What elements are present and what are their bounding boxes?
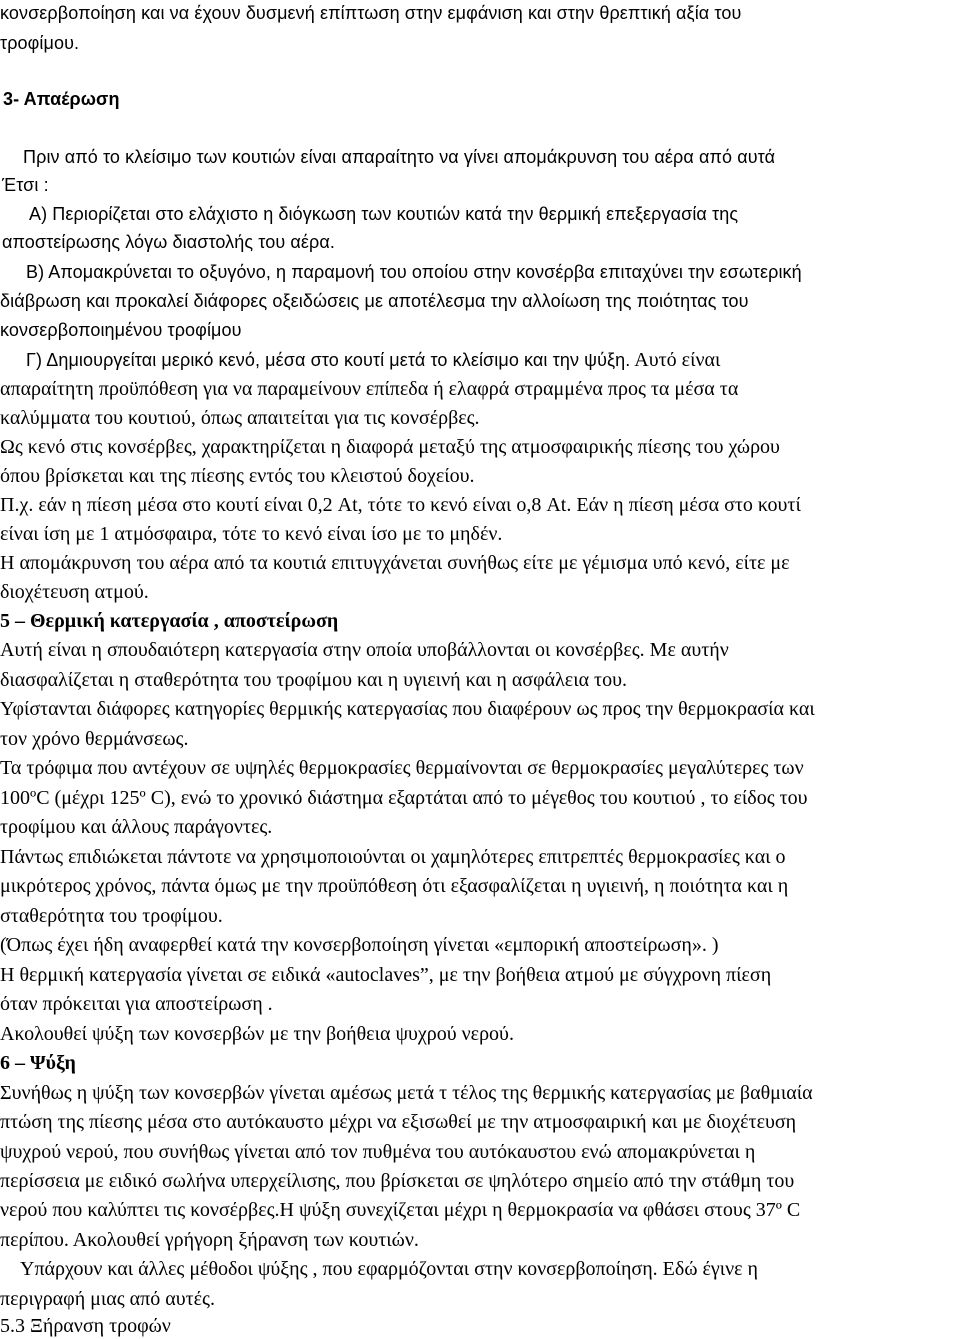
paragraph-line: είναι ίση με 1 ατμόσφαιρα, τότε το κενό είναι ίσο με το μηδέν. <box>0 523 503 545</box>
paragraph-line: Π.χ. εάν η πίεση μέσα στο κουτί είναι 0,2 At, τότε το κενό είναι ο,8 At. Εάν η πίεση μέσα στο κουτί <box>0 494 801 516</box>
paragraph-line: τον χρόνο θερμάνσεως. <box>0 728 189 750</box>
paragraph-line: διοχέτευση ατμού. <box>0 581 149 603</box>
paragraph-line: καλύμματα του κουτιού, όπως απαιτείται για τις κονσέρβες. <box>0 407 480 429</box>
paragraph-line: απαραίτητη προϋπόθεση για να παραμείνουν επίπεδα ή ελαφρά στραμμένα προς τα μέσα τα <box>0 378 739 400</box>
paragraph-line: ψυχρού νερού, που συνήθως γίνεται από τον πυθμένα του αυτόκαυστου ενώ απομακρύνεται η <box>0 1141 756 1163</box>
list-item-a: Α) Περιορίζεται στο ελάχιστο η διόγκωση των κουτιών κατά την θερμική επεξεργασία της <box>29 204 739 224</box>
paragraph-line: πτώση της πίεσης μέσα στο αυτόκαυστο μέχρι να εξισωθεί με την ατμοσφαιρική και με διοχέτευση <box>0 1111 797 1133</box>
list-item-c <box>26 350 720 370</box>
section-heading-3: 3- Απαέρωση <box>3 89 120 109</box>
paragraph-line: διάβρωση και προκαλεί διάφορες οξειδώσεις με αποτέλεσμα την αλλοίωση της ποιότητας του <box>0 291 749 311</box>
paragraph-line: περίπου. Ακολουθεί γρήγορη ξήρανση των κουτιών. <box>0 1229 419 1251</box>
paragraph-line: Υπάρχουν και άλλες μέθοδοι ψύξης , που εφαρμόζονται στην κονσερβοποίηση. Εδώ έγινε η <box>20 1258 758 1280</box>
list-item-c-serif: Αυτό είναι <box>630 349 721 371</box>
paragraph-line: κονσερβοποίηση και να έχουν δυσμενή επίπτωση στην εμφάνιση και στην θρεπτική αξία του <box>0 3 742 23</box>
paragraph-line: Τα τρόφιμα που αντέχουν σε υψηλές θερμοκρασίες θερμαίνονται σε θερμοκρασίες μεγαλύτερες των <box>0 757 804 779</box>
paragraph-line: 100ºC (μέχρι 125º C), ενώ το χρονικό διάστημα εξαρτάται από το μέγεθος του κουτιού , το είδος του <box>0 787 808 809</box>
paragraph-line: Ως κενό στις κονσέρβες, χαρακτηρίζεται η διαφορά μεταξύ της ατμοσφαιρικής πίεσης του χώρου <box>0 436 780 458</box>
section-heading-5: 5 – Θερμική κατεργασία , αποστείρωση <box>0 610 339 632</box>
paragraph-line: περίσσεια με ειδικό σωλήνα υπερχείλισης, που βρίσκεται σε ψηλότερο σημείο από την στάθμη του <box>0 1170 795 1192</box>
section-heading-6: 6 – Ψύξη <box>0 1052 76 1074</box>
paragraph-line: αποστείρωσης λόγω διαστολής του αέρα. <box>2 232 335 252</box>
list-item-c-sans: Γ) Δημιουργείται μερικό κενό, μέσα στο κουτί μετά το κλείσιμο και την ψύξη. <box>26 350 631 370</box>
paragraph-line: (Όπως έχει ήδη αναφερθεί κατά την κονσερβοποίηση γίνεται «εμπορική αποστείρωση». ) <box>0 934 719 956</box>
paragraph-line: όταν πρόκειται για αποστείρωση . <box>0 993 273 1015</box>
paragraph-line: Συνήθως η ψύξη των κονσερβών γίνεται αμέσως μετά τ τέλος της θερμικής κατεργασίας με βαθμιαία <box>0 1082 813 1104</box>
paragraph-line: μικρότερος χρόνος, πάντα όμως με την προϋπόθεση ότι εξασφαλίζεται η υγιεινή, η ποιότητα και η <box>0 875 789 897</box>
paragraph-line: Πριν από το κλείσιμο των κουτιών είναι απαραίτητο να γίνει απομάκρυνση του αέρα από αυτά <box>23 147 776 167</box>
paragraph-line: Πάντως επιδιώκεται πάντοτε να χρησιμοποιούνται οι χαμηλότερες επιτρεπτές θερμοκρασίες και ο <box>0 846 786 868</box>
paragraph-line: περιγραφή μιας από αυτές. <box>0 1288 215 1310</box>
paragraph-line: Υφίστανται διάφορες κατηγορίες θερμικής κατεργασίας που διαφέρουν ως προς την θερμοκρασία και <box>0 698 815 720</box>
paragraph-line: σταθερότητα του τροφίμου. <box>0 905 223 927</box>
paragraph-line: νερού που καλύπτει τις κονσέρβες.Η ψύξη συνεχίζεται μέχρι η θερμοκρασία να φθάσει στους 37º C <box>0 1199 801 1221</box>
paragraph-line: κονσερβοποιημένου τροφίμου <box>0 320 242 340</box>
paragraph-line: Ακολουθεί ψύξη των κονσερβών με την βοήθεια ψυχρού νερού. <box>0 1023 514 1045</box>
paragraph-line: τροφίμου και άλλους παράγοντες. <box>0 816 273 838</box>
paragraph-line: διασφαλίζεται η σταθερότητα του τροφίμου και η υγιεινή και η ασφάλεια του. <box>0 669 627 691</box>
paragraph-line: Η θερμική κατεργασία γίνεται σε ειδικά «autoclaves”, με την βοήθεια ατμού με σύγχρονη πίεση <box>0 964 772 986</box>
paragraph-line: Η απομάκρυνση του αέρα από τα κουτιά επιτυγχάνεται συνήθως είτε με γέμισμα υπό κενό, είτε με <box>0 552 790 574</box>
paragraph-line: όπου βρίσκεται και της πίεσης εντός του κλειστού δοχείου. <box>0 465 475 487</box>
list-item-b: Β) Απομακρύνεται το οξυγόνο, η παραμονή του οποίου στην κονσέρβα επιταχύνει την εσωτερική <box>26 262 802 282</box>
paragraph-line: Αυτή είναι η σπουδαιότερη κατεργασία στην οποία υποβάλλονται οι κονσέρβες. Με αυτήν <box>0 639 729 661</box>
paragraph-line: Έτσι : <box>2 175 49 195</box>
paragraph-line: τροφίμου. <box>0 33 80 53</box>
section-heading-5-3: 5.3 Ξήρανση τροφών <box>0 1315 171 1337</box>
